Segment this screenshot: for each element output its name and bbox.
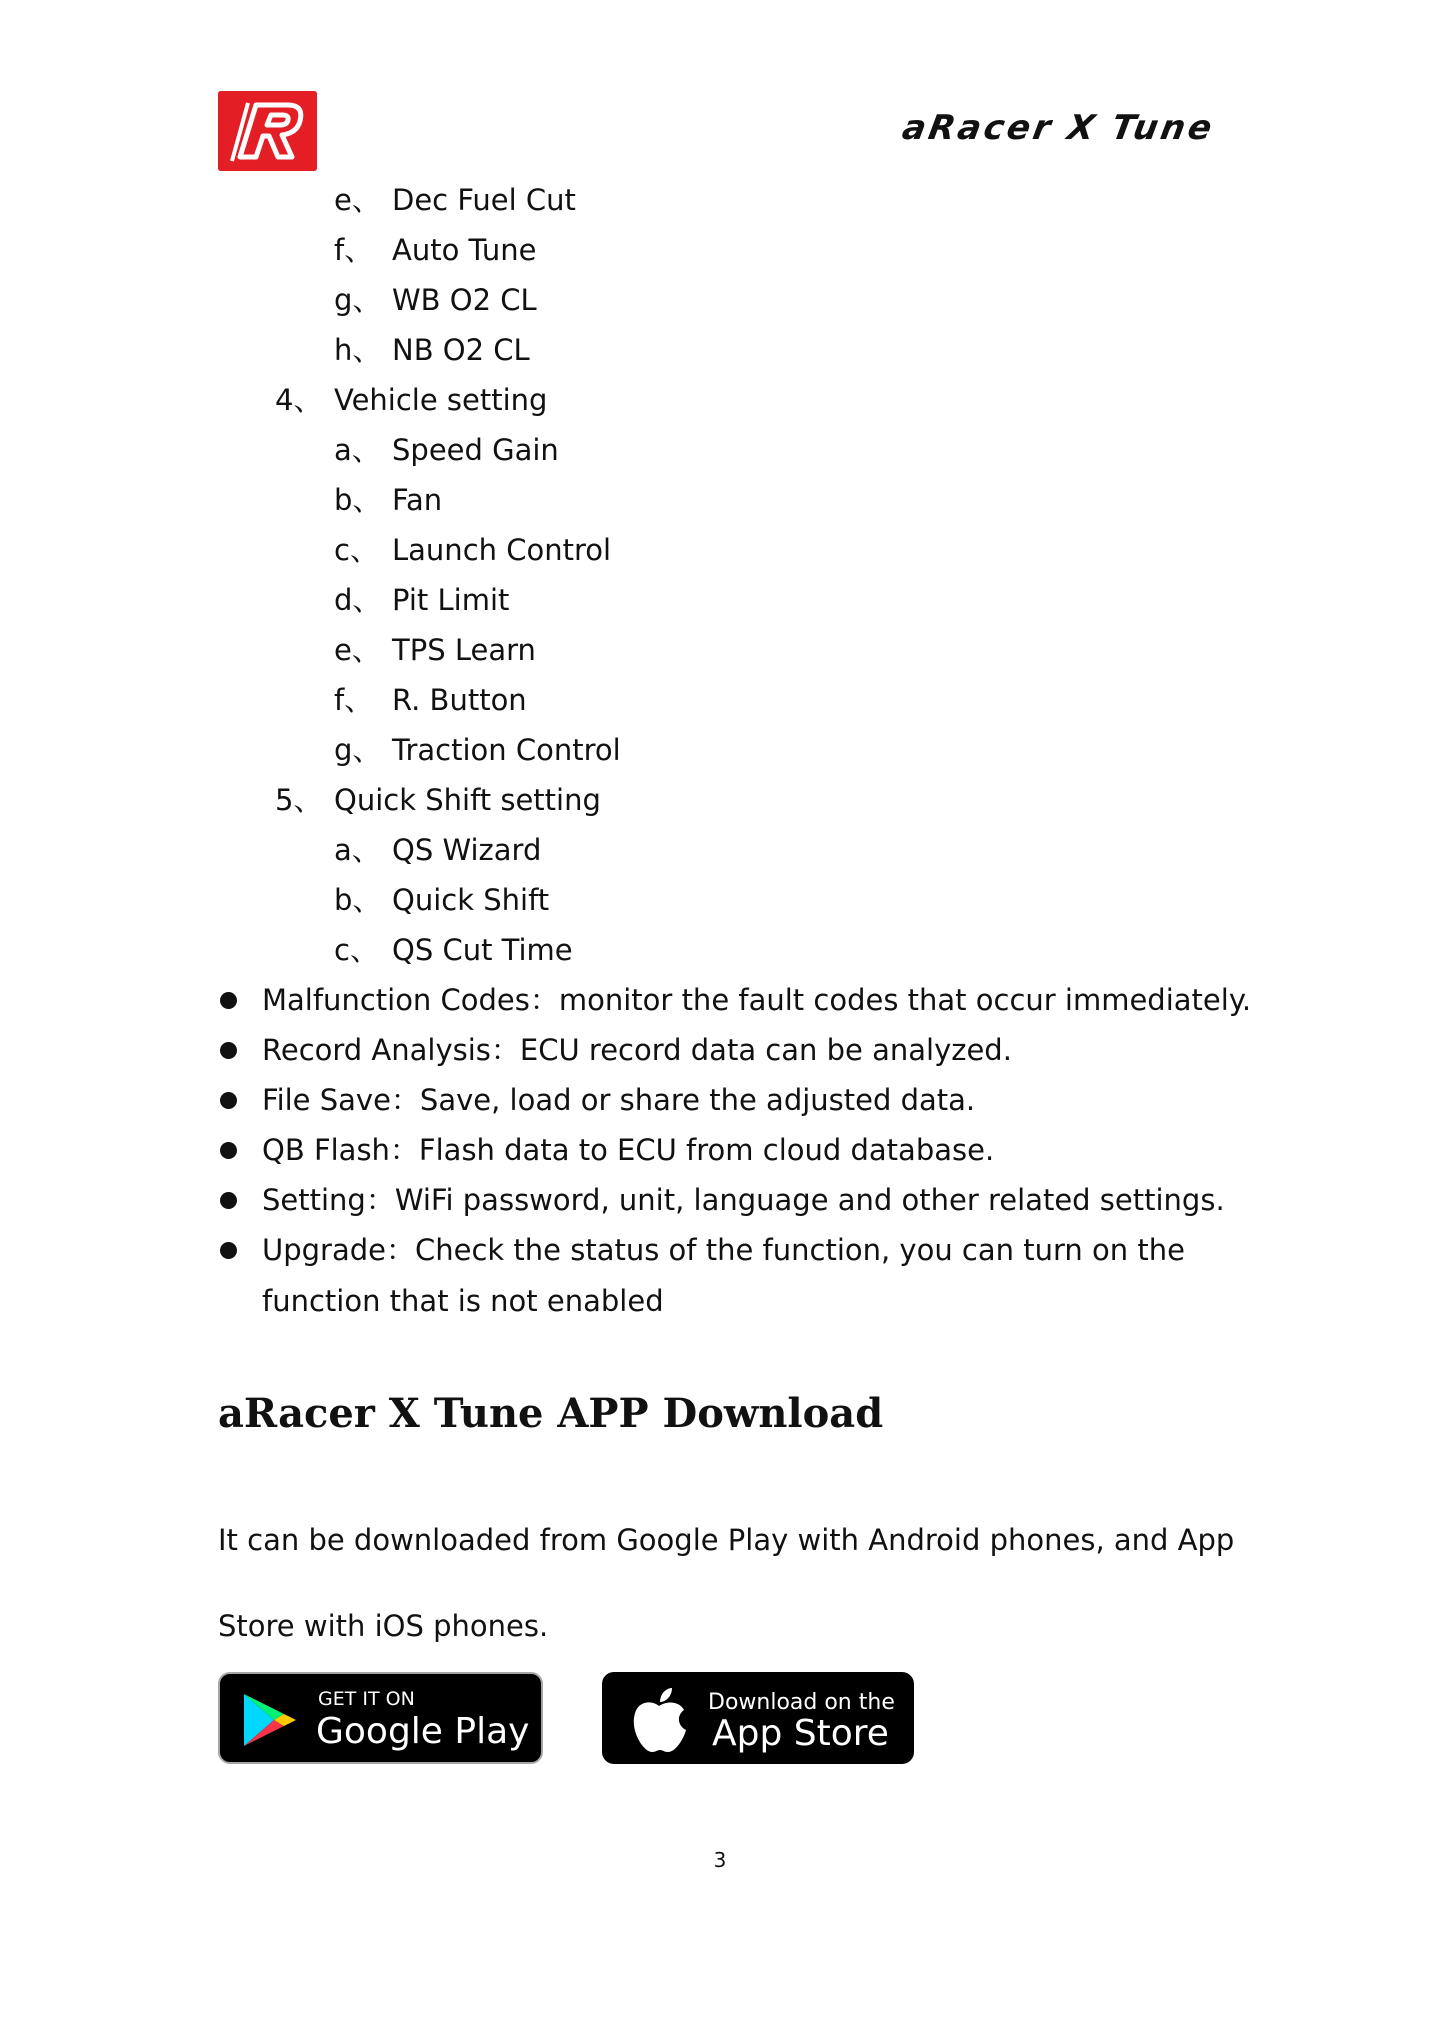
list-text: Quick Shift [392,883,550,917]
bullet-item: Record Analysis：ECU record data can be analyzed. [262,1033,1012,1067]
google-badge-small-text: GET IT ON [318,1688,415,1710]
list-text: Quick Shift setting [334,783,601,817]
bullet-dot-icon [220,1092,237,1109]
list-marker: a、 [334,833,381,867]
bullet-dot-icon [220,1242,237,1259]
list-text: TPS Learn [392,633,536,667]
list-marker: e、 [334,183,381,217]
racer-r-logo-icon [218,91,317,171]
bullet-item: Malfunction Codes：monitor the fault codes that occur immediately. [262,983,1252,1017]
list-text: Speed Gain [392,433,559,467]
list-marker: e、 [334,633,381,667]
list-text: Launch Control [392,533,612,567]
list-text: WB O2 CL [392,283,537,317]
bullet-dot-icon [220,1142,237,1159]
list-text: Auto Tune [392,233,537,267]
list-marker: b、 [334,883,382,917]
list-marker: b、 [334,483,382,517]
list-text: QS Wizard [392,833,542,867]
list-marker: f、 [334,233,374,267]
app-store-badge[interactable] [602,1672,914,1764]
list-text: Fan [392,483,443,517]
list-text: NB O2 CL [392,333,530,367]
list-marker: f、 [334,683,374,717]
download-paragraph-line: Store with iOS phones. [218,1609,549,1643]
list-text: Vehicle setting [334,383,548,417]
apple-icon [626,1686,692,1756]
apple-badge-big-text: App Store [712,1713,889,1754]
download-paragraph-line: It can be downloaded from Google Play with Android phones, and App [218,1523,1235,1557]
bullet-dot-icon [220,1192,237,1209]
list-marker: 5、 [275,783,323,817]
google-badge-big-text: Google Play [316,1711,530,1752]
google-play-icon [240,1692,300,1748]
list-marker: c、 [334,933,379,967]
list-marker: c、 [334,533,379,567]
list-marker: g、 [334,283,382,317]
bullet-item: Setting：WiFi password, unit, language and other related settings. [262,1183,1225,1217]
bullet-dot-icon [220,992,237,1009]
bullet-continuation: function that is not enabled [262,1284,664,1318]
bullet-item: Upgrade：Check the status of the function, you can turn on the [262,1233,1185,1267]
bullet-item: File Save：Save, load or share the adjusted data. [262,1083,976,1117]
brand-title: aRacer X Tune [899,108,1218,148]
list-marker: d、 [334,583,382,617]
bullet-item: QB Flash：Flash data to ECU from cloud database. [262,1133,995,1167]
apple-badge-small-text: Download on the [708,1690,895,1715]
list-text: Pit Limit [392,583,510,617]
list-text: R. Button [392,683,527,717]
list-marker: a、 [334,433,381,467]
list-marker: h、 [334,333,382,367]
list-text: Dec Fuel Cut [392,183,576,217]
list-marker: g、 [334,733,382,767]
list-text: QS Cut Time [392,933,573,967]
list-marker: 4、 [275,383,323,417]
list-text: Traction Control [392,733,621,767]
download-heading: aRacer X Tune APP Download [218,1390,884,1437]
page-number: 3 [713,1848,727,1872]
google-play-badge[interactable] [218,1672,543,1764]
bullet-dot-icon [220,1042,237,1059]
